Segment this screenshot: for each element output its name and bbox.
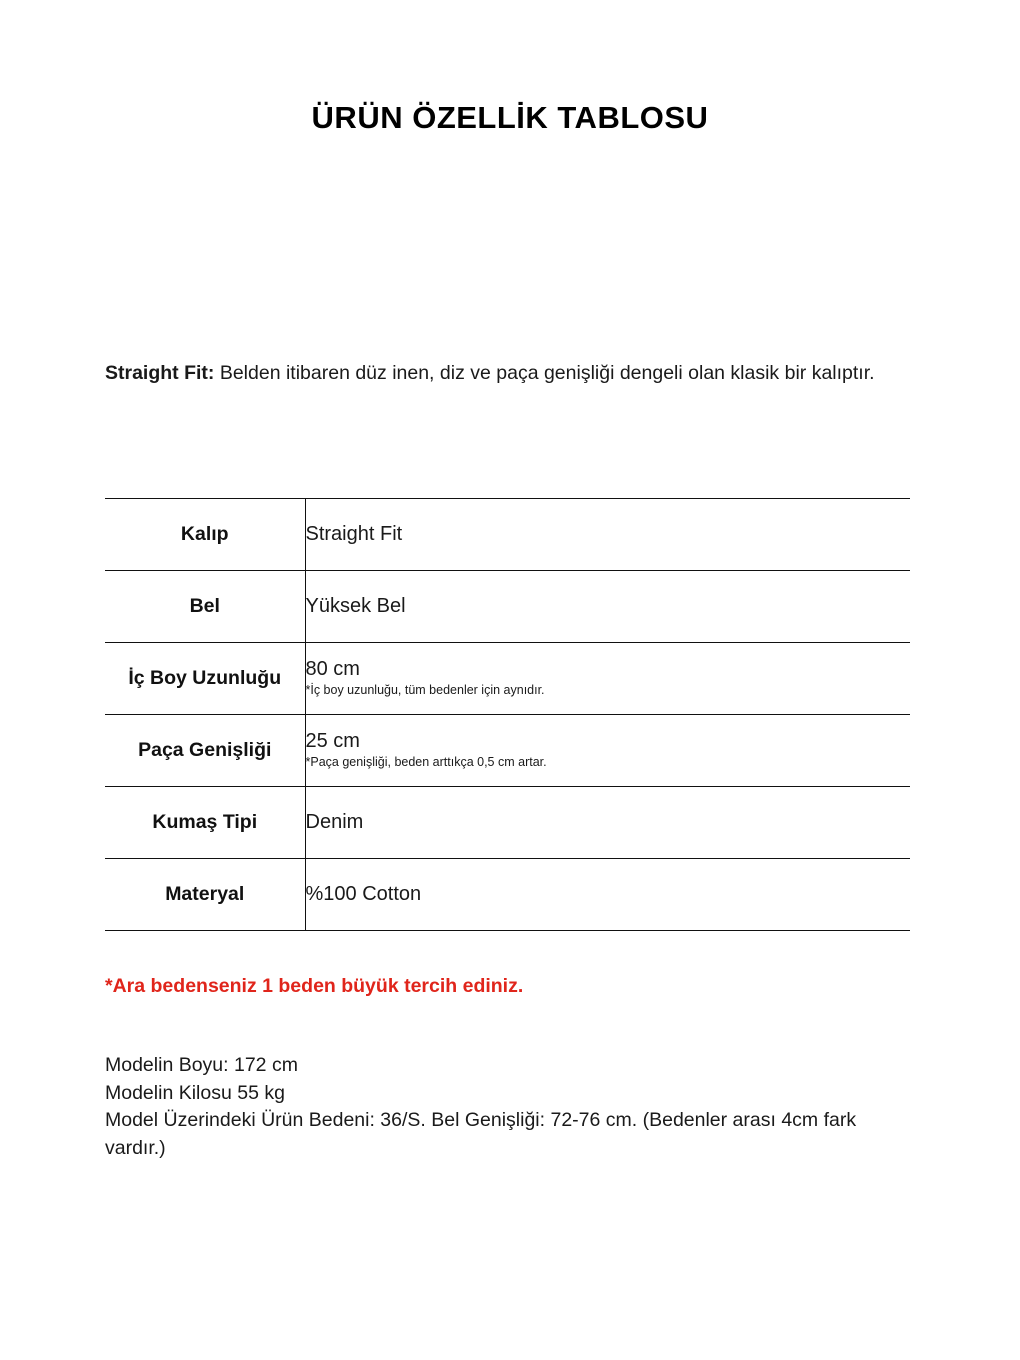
spec-value-kalip	[305, 499, 910, 571]
spec-label-ic-boy-uzunlugu: İç Boy Uzunluğu	[105, 643, 305, 715]
spec-value-note: *İç boy uzunluğu, tüm bedenler için aynıdır.	[305, 683, 545, 698]
spec-value-main: Yüksek Bel	[305, 595, 406, 617]
spec-value-bel	[305, 571, 910, 643]
table-row	[105, 499, 910, 571]
page-title: ÜRÜN ÖZELLİK TABLOSU	[311, 100, 709, 135]
spec-value-ic-boy-uzunlugu	[305, 643, 910, 715]
spec-value-main: 80 cm	[305, 658, 360, 681]
spec-label-kumas-tipi: Kumaş Tipi	[105, 787, 305, 859]
spec-value-main: 25 cm	[305, 730, 360, 753]
model-weight: Modelin Kilosu 55 kg	[105, 1081, 285, 1104]
spec-value-paca-genisligi	[305, 715, 910, 787]
spec-label-bel: Bel	[105, 571, 305, 643]
table-row	[105, 571, 910, 643]
spec-value-main: Straight Fit	[305, 523, 403, 545]
table-row	[105, 787, 910, 859]
fit-description-text: Belden itibaren düz inen, diz ve paça genişliği dengeli olan klasik bir kalıptır.	[214, 361, 875, 384]
spec-value-main: Denim	[305, 811, 364, 833]
model-height: Modelin Boyu: 172 cm	[105, 1054, 298, 1076]
size-warning-note: *Ara bedenseniz 1 beden büyük tercih ediniz.	[105, 975, 524, 997]
spec-value-materyal	[305, 859, 910, 931]
fit-description	[105, 360, 905, 386]
model-product-size: Model Üzerindeki Ürün Bedeni: 36/S. Bel Genişliği: 72-76 cm. (Bedenler arası 4cm fark vardır.)	[105, 1109, 862, 1160]
table-row	[105, 643, 910, 715]
spec-value-main: %100 Cotton	[305, 883, 422, 905]
spec-value-kumas-tipi	[305, 787, 910, 859]
table-row	[105, 715, 910, 787]
spec-label-paca-genisligi: Paça Genişliği	[105, 715, 305, 787]
model-measurements	[105, 1052, 895, 1163]
product-spec-table	[105, 498, 910, 931]
table-row	[105, 859, 910, 931]
fit-description-lead: Straight Fit:	[105, 361, 215, 384]
spec-label-materyal: Materyal	[105, 859, 305, 931]
spec-value-note: *Paça genişliği, beden arttıkça 0,5 cm artar.	[305, 755, 547, 770]
spec-label-kalip: Kalıp	[105, 499, 305, 571]
